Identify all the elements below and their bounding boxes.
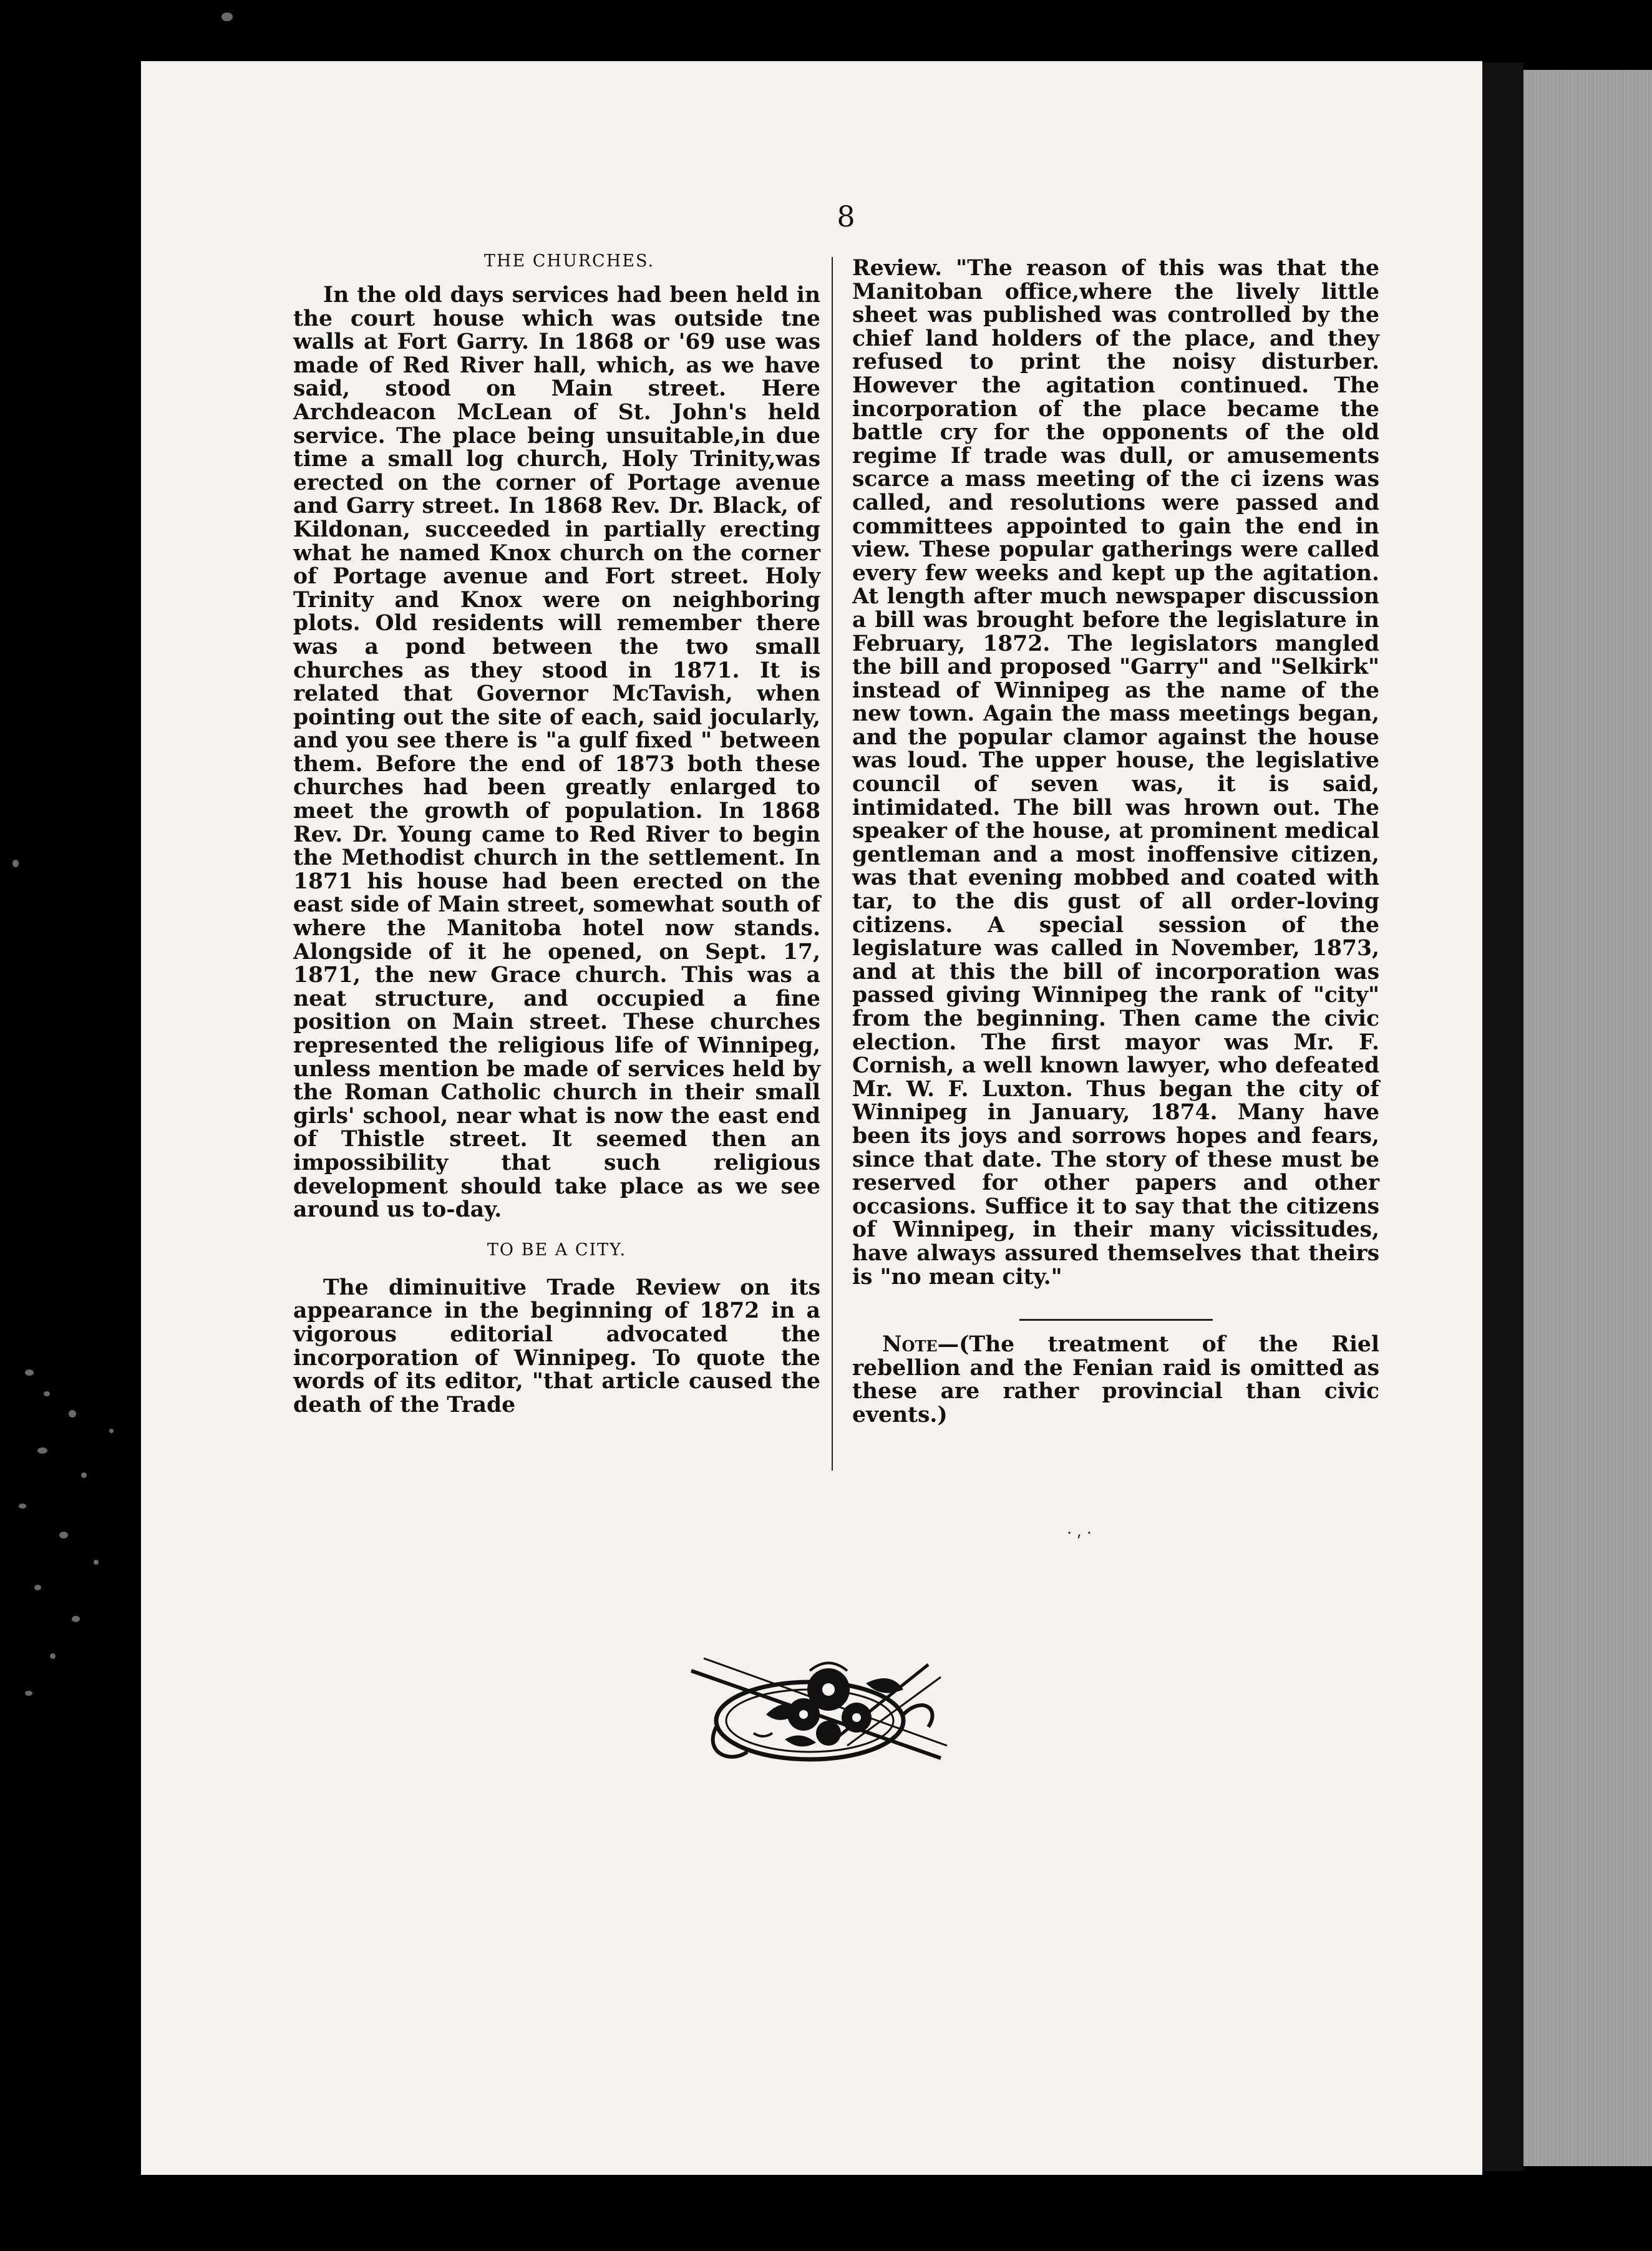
section-heading-churches: THE CHURCHES.	[483, 251, 655, 271]
scan-speckle	[34, 1585, 41, 1590]
note-text: —(The treatment of the Riel rebellion and the Fenian raid is omitted as these are rather provincial than civic events.)	[852, 1332, 1379, 1427]
scan-speckle	[109, 1429, 114, 1433]
note-label: Note	[882, 1332, 938, 1358]
scan-speckle	[12, 860, 19, 867]
floral-ornament-icon	[679, 1646, 960, 1783]
city-paragraph-continued: Review. "The reason of this was that the Manitoban office,where the lively little sheet was published was controlled by the chief land holders of the place, and they refused to print the noisy disturber. However the agitation continued. The incorporation of the place became the battle cry for the opponents of the old regime If trade was dull, or amusements scarce a mass meeting of the ci izens was called, and resolutions were passed and committees appointed to gain the end in view. These popular gatherings were called every few weeks and kept up the agitation. At length after much newspaper discussion a bill was brought before the legislature in February, 1872. The legislators mangled the bill and proposed "Garry" and "Selkirk" instead of Winnipeg as the name of the new town. Again the mass meetings began, and the popular clamor against the house was loud. The upper house, the legislative council of seven was, it is said, intimidated. The bill was hrown out. The speaker of the house, at prominent medical gentleman and a most inoffensive citizen, was that evening mobbed and coated with tar, to the dis gust of all order-loving citizens. A special session of the legislature was called in November, 1873, and at this the bill of incorporation was passed giving Winnipeg the rank of "city" from the beginning. Then came the civic election. The first mayor was Mr. F. Cornish, a well known lawyer, who defeated Mr. W. F. Luxton. Thus began the city of Winnipeg in January, 1874. Many have been its joys and sorrows hopes and fears, since that date. The story of these must be reserved for other papers and other occasions. Suffice it to say that the citizens of Winnipeg, in their many vicissitudes, have always assured themselves that theirs is "no mean city."	[852, 256, 1379, 1290]
scan-speckle	[37, 1447, 47, 1454]
page-gutter-shadow	[1482, 62, 1523, 2171]
right-column	[852, 257, 1379, 1427]
scan-speckle	[81, 1472, 87, 1478]
scan-speckle	[25, 1691, 32, 1696]
adjacent-page-edge	[1523, 70, 1652, 2166]
scan-speckle	[19, 1504, 26, 1509]
scan-speckle	[50, 1653, 56, 1659]
column-divider	[832, 257, 833, 1471]
note-paragraph	[852, 1333, 1379, 1427]
scan-speckle	[69, 1410, 76, 1417]
section-rule	[1019, 1319, 1213, 1321]
scan-speckle	[44, 1391, 50, 1396]
churches-paragraph: In the old days services had been held in the court house which was outside tne walls at Fort Garry. In 1868 or '69 use was made of Red River hall, which, as we have said, stood on Main street. Here Archdeacon McLean of St. John's held service. The place being unsuitable,in due time a small log church, Holy Trinity,was erected on the corner of Portage avenue and Garry street. In 1868 Rev. Dr. Black, of Kildonan, succeeded in partially erecting what he named Knox church on the corner of Portage avenue and Fort street. Holy Trinity and Knox were on neighboring plots. Old residents will remember there was a pond between the two small churches as they stood in 1871. It is related that Governor McTavish, when pointing out the site of each, said jocularly, and you see there is "a gulf fixed " between them. Before the end of 1873 both these churches had been greatly enlarged to meet the growth of population. In 1868 Rev. Dr. Young came to Red River to begin the Methodist church in the settlement. In 1871 his house had been erected on the east side of Main street, somewhat south of where the Manitoba hotel now stands. Alongside of it he opened, on Sept. 17, 1871, the new Grace church. This was a neat structure, and occupied a fine position on Main street. These churches represented the religious life of Winnipeg, unless mention be made of services held by the Roman Catholic church in their small girls' school, near what is now the east end of Thistle street. It seemed then an impossibility that such religious development should take place as we see around us to-day.	[293, 283, 820, 1223]
scan-speckle	[72, 1616, 80, 1622]
scan-speckle	[59, 1532, 68, 1539]
section-heading-city: TO BE A CITY.	[487, 1240, 627, 1260]
page-number: 8	[837, 200, 855, 233]
scan-speckle	[94, 1560, 99, 1565]
scan-speckle	[221, 12, 233, 21]
left-column	[293, 250, 820, 1417]
scan-speckle	[25, 1369, 34, 1376]
city-paragraph: The diminuitive Trade Review on its appearance in the beginning of 1872 in a vigorous editorial advocated the incorporation of Winnipeg. To quote the words of its editor, "that article caused the death of the Trade	[293, 1275, 820, 1417]
stray-ink-marks: · ⸴ ·	[1067, 1524, 1092, 1543]
